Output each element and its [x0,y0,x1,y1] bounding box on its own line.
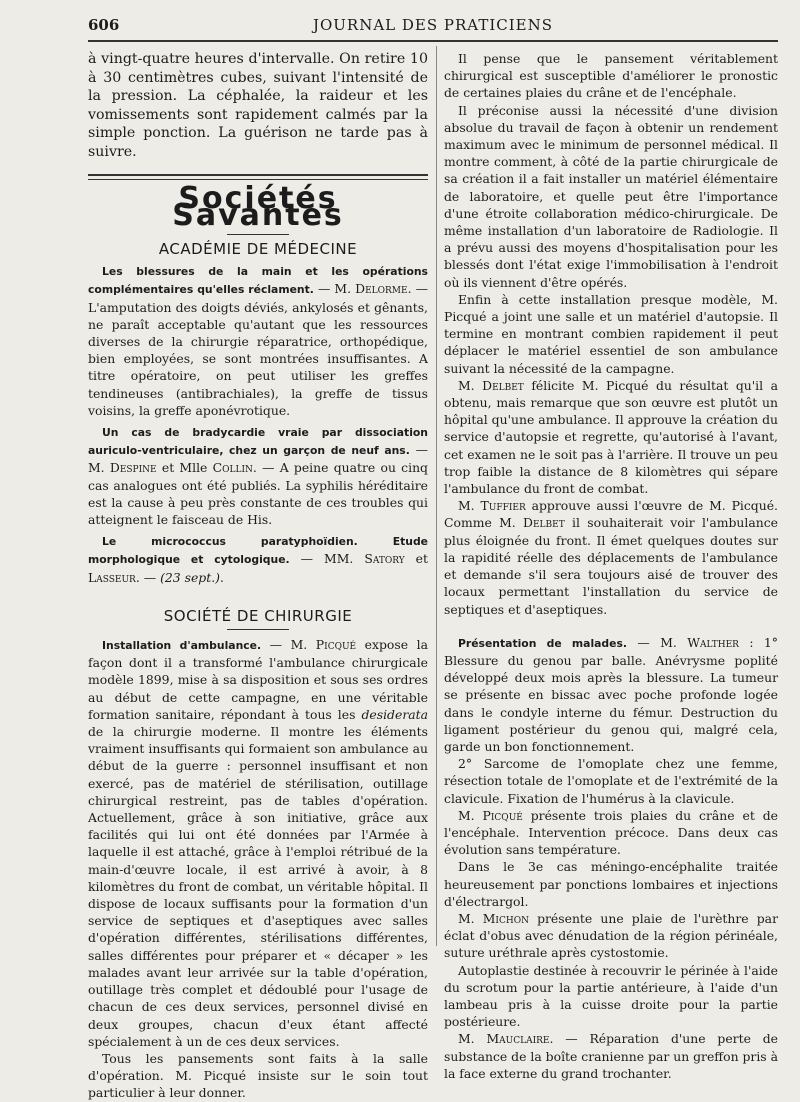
item-title: Installation d'ambulance. [102,639,262,653]
item-title: Un cas de bradycardie vraie par dissociation auriculo-ventriculaire, chez un garçon de neuf ans. [88,426,428,458]
item-title: Présentation de malades. [458,636,628,650]
right-column [444,50,778,1082]
author: Delorme [355,281,408,297]
paragraph: M. Tuffier approuve aussi l'œuvre de M. Picqué. Comme M. Delbet il souhaiterait voir l'ambulance plus éloignée du front. Il émet quelques doutes sur la rapidité réelle des déplacements de l'ambulance et demande s'il sera toujours aisé de trouver des locaux permettant l'installation du service de septiques et d'aseptiques. [444,498,778,617]
intro-paragraph: à vingt-quatre heures d'intervalle. On retire 10 à 30 centimètres cubes, suivant l'intensité de la pression. La céphalée, la raideur et les vomissements sont rapidement calmés par la simple ponction. La guérison ne tarde pas à suivre. [88,51,428,160]
paragraph: Enfin à cette installation presque modèle, M. Picqué a joint une salle et un matériel d'autopsie. Il termine en montrant combien rapidement il peut déplacer le matériel essentiel de son ambulance suivant la nécessité de la campagne. [444,291,778,376]
academie-item-3: Le micrococcus paratyphoïdien. Etude morphologique et cytologique. — MM. Satory et Lasseur. — (23 sept.). [88,535,428,585]
author: Lasseur [88,569,136,585]
section-double-rule [88,174,428,180]
author: Delbet [523,515,565,531]
author: Mauclaire [486,1031,550,1047]
date: (23 sept.) [160,569,220,585]
paragraph: M. Mauclaire. — Réparation d'une perte de substance de la boîte cranienne par un greffon pris à la face externe du grand trochanter. [444,1031,778,1081]
author: Despine [109,460,157,476]
short-rule [227,629,289,630]
academie-heading: ACADÉMIE DE MÉDECINE [158,239,358,258]
paragraph: 2° Sarcome de l'omoplate chez une femme, résection totale de l'omoplate et de l'extrémité de la clavicule. Fixation de l'humérus à la clavicule. [444,756,778,806]
header-rule [88,40,778,42]
author: Michon [482,910,529,926]
academie-item-1: Les blessures de la main et les opérations complémentaires qu'elles réclament. — M. Delorme. — L'amputation des doigts déviés, ankylosés et gênants, ne paraît acceptable qu'autant que les ressources diverses de la chirurgie réparatrice, orthopédique, bien employées, se sont montrées insuffisantes. A titre opératoire, on peut utiliser les greffes tendineuses (antibrachiales), la greffe de tissus voisins, la greffe aponévrotique. [88,265,428,418]
page-header [88,14,778,36]
author: Tuffier [480,498,526,514]
short-rule [227,234,289,235]
paragraph: Il préconise aussi la nécessité d'une division absolue du travail de façon à obtenir un rendement maximum avec le minimum de personnel médical. Il montre comment, à côté de la partie chirurgicale de sa création il a fait installer un matériel élémentaire de laboratoire, et quelle peut être l'importance d'une étroite collaboration médico-chirurgicale. De même installation d'un laboratoire de Radiologie. Il a prévu aussi des moyens d'hospitalisation pour les blessés dont l'état exige l'immobilisation à l'endroit où ils viennent d'être opérés. [444,102,778,290]
item-title: Le micrococcus paratyphoïdien. Etude morphologique et cytologique. [88,535,428,567]
journal-title: JOURNAL DES PRATICIENS [312,16,554,34]
paragraph: M. Picqué présente trois plaies du crâne et de l'encéphale. Intervention précoce. Dans deux cas évolution sans température. [444,807,778,858]
paragraph: M. Delbet félicite M. Picqué du résultat qu'il a obtenu, mais remarque que son œuvre est plutôt un hôpital qu'une ambulance. Il approuve la création du service d'autopsie et regrette, qu'autorisé à l'avant, cet examen ne le soit pas à l'arrière. Il trouve un peu trop faible la distance de 8 kilomètres qui sépare l'ambulance du front de combat. [444,377,778,497]
item-title: Les blessures de la main et les opérations complémentaires qu'elles réclament. [88,265,428,297]
section-title: Sociétés Savantes [172,180,344,233]
academie-item-2: Un cas de bradycardie vraie par dissociation auriculo-ventriculaire, chez un garçon de neuf ans. — M. Despine et Mlle Collin. — A peine quatre ou cinq cas analogues ont été publiés. La syphilis héréditaire est la cause à peu près constante de ces troubles qui atteignent le faisceau de His. [88,426,428,528]
author: Satory [364,551,405,567]
paragraph: Il pense que le pansement véritablement chirurgical est susceptible d'améliorer le pronostic de certaines plaies du crâne et de l'encéphale. [444,51,778,101]
chirurgie-item-1: Installation d'ambulance. — M. Picqué expose la façon dont il a transformé l'ambulance chirurgicale modèle 1899, mise à sa disposition et sous ses ordres au début de cette campagne, en une véritable formation sanitaire, répondant à tous les desiderata de la chirurgie moderne. Il montre les éléments vraiment insuffisants qui formaient son ambulance au début de la guerre : personnel insuffisant et non exercé, pas de matériel de stérilisation, outillage chirurgical restreint, pas de tables d'opération. Actuellement, grâce à son initiative, grâce aux facilités qui lui ont été données par l'Armée à laquelle il est attaché, grâce à l'emploi rétribué de la main-d'œuvre locale, il est arrivé à avoir, à 8 kilomètres du front de combat, un véritable hôpital. Il dispose de locaux suffisants pour la formation d'un service de septiques et d'aseptiques avec salles d'opération différentes, stérilisations différentes, salles différentes pour préparer et « décaper » les malades avant leur arrivée sur la table d'opération, outillage très complet et dédoublé pour l'usage de chacun de ces deux services, personnel divisé en deux groupes, chacun d'eux étant affecté spécialement à un de ces deux services. [88,637,428,1049]
column-separator [436,46,437,946]
author: Picqué [482,807,523,823]
author: Collin [212,460,253,476]
paragraph: Dans le 3e cas méningo-encéphalite traitée heureusement par ponctions lombaires et injections d'électrargol. [444,859,778,909]
author: Walther [687,634,739,650]
chirurgie-heading: SOCIÉTÉ DE CHIRURGIE [163,606,353,625]
paragraph: Autoplastie destinée à recouvrir le périnée à l'aide du scrotum pour la partie antérieure, à l'aide d'un lambeau pris à la cuisse droite pour la partie postérieure. [444,962,778,1030]
left-column [88,50,428,1102]
paragraph: Tous les pansements sont faits à la salle d'opération. M. Picqué insiste sur le soin tout particulier à leur donner. [88,1050,428,1101]
paragraph: M. Michon présente une plaie de l'urèthre par éclat d'obus avec dénudation de la région périnéale, suture uréthrale après cystostomie. [444,910,778,961]
presentation-item: Présentation de malades. — M. Walther : 1° Blessure du genou par balle. Anévrysme poplité développé deux mois après la blessure. La tumeur se présente en bissac avec poche profonde logée dans le condyle interne du fémur. Destruction du ligament postérieur du genou qui, malgré cela, garde un bon fonctionnement. [444,634,778,754]
page-number: 606 [88,16,120,34]
author: Delbet [482,377,524,393]
author: Picqué [315,637,357,653]
